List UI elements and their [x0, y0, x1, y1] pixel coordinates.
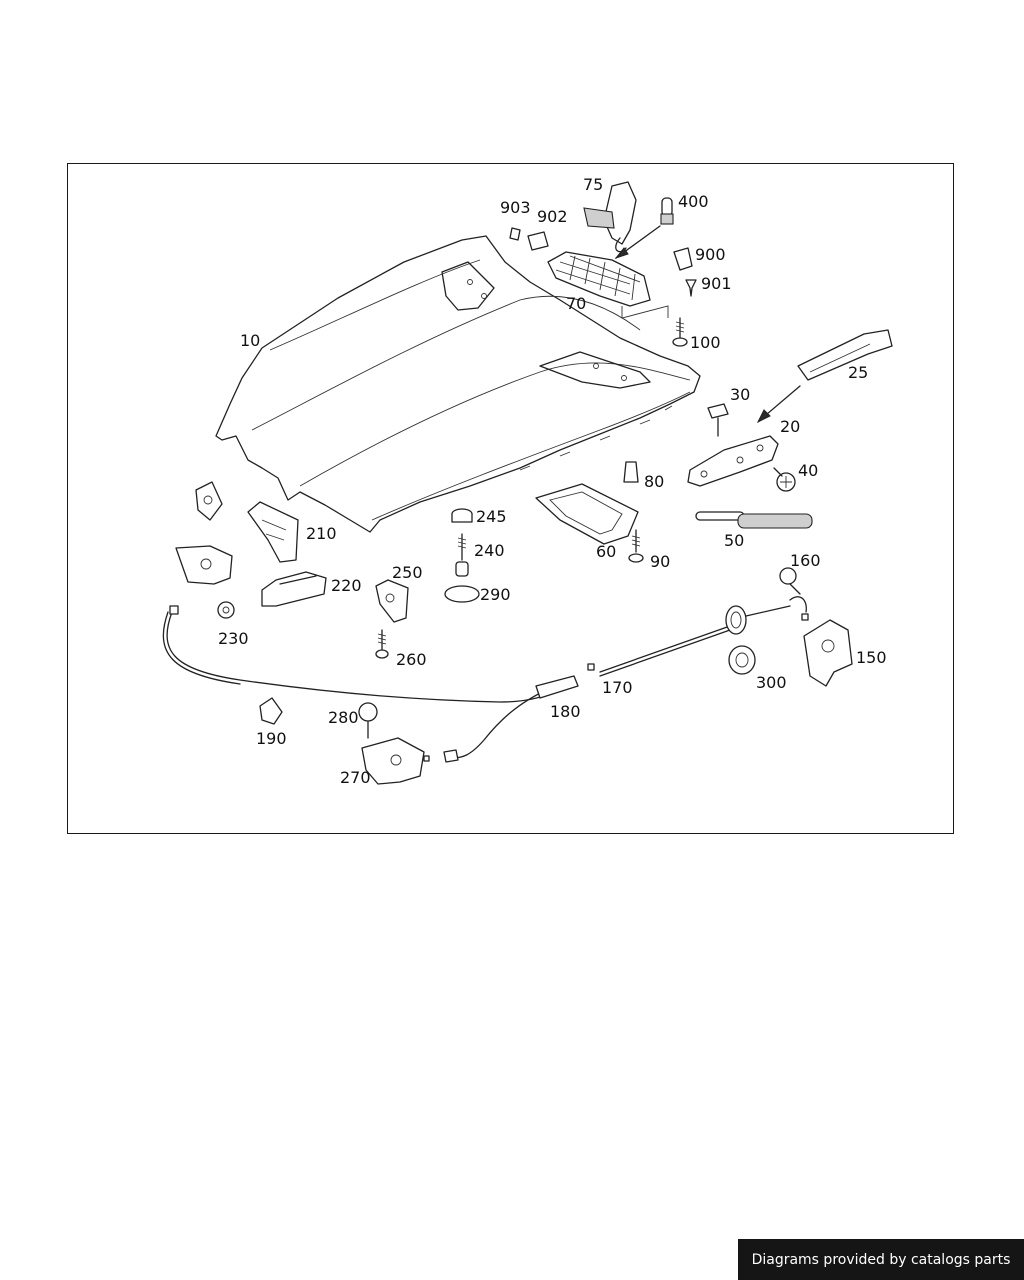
clip-part-190	[260, 698, 282, 724]
screw-part-903	[510, 228, 520, 240]
seal-part-290	[445, 586, 479, 602]
label-50: 50	[724, 531, 745, 550]
wire-part-160	[790, 597, 808, 620]
label-400: 400	[678, 192, 709, 211]
bolt-part-240	[456, 534, 468, 576]
bracket-part-220	[262, 572, 326, 606]
label-40: 40	[798, 461, 819, 480]
holder-part-902	[528, 232, 548, 250]
buffer-part-245	[452, 509, 472, 522]
label-30: 30	[730, 385, 751, 404]
lock-part-150	[804, 620, 852, 686]
label-240: 240	[474, 541, 505, 560]
grommet-part-170	[588, 606, 790, 670]
screw-part-100	[673, 318, 687, 346]
bracket-part-250	[376, 580, 408, 622]
label-25: 25	[848, 363, 869, 382]
label-250: 250	[392, 563, 423, 582]
clip-part-80	[624, 462, 638, 482]
bolt-part-230	[218, 602, 234, 618]
label-903: 903	[500, 198, 531, 217]
bracket-part-top-left	[196, 482, 222, 520]
label-300: 300	[756, 673, 787, 692]
label-190: 190	[256, 729, 287, 748]
label-901: 901	[701, 274, 732, 293]
bolt-part-30	[708, 404, 728, 436]
bolt-part-160	[780, 568, 800, 594]
credit-banner	[738, 1239, 1024, 1280]
label-280: 280	[328, 708, 359, 727]
label-245: 245	[476, 507, 507, 526]
tray-part-60	[536, 484, 638, 544]
label-20: 20	[780, 417, 801, 436]
credit-text: Diagrams provided by catalogs parts	[751, 1251, 1011, 1268]
label-10: 10	[240, 331, 261, 350]
lock-part-210	[248, 502, 298, 562]
label-260: 260	[396, 650, 427, 669]
label-210: 210	[306, 524, 337, 543]
lock-part-270	[362, 738, 458, 784]
bolt-part-280	[359, 703, 377, 738]
label-75: 75	[583, 175, 604, 194]
screw-part-901	[686, 280, 696, 296]
bulb-part-400	[661, 198, 673, 224]
label-290: 290	[480, 585, 511, 604]
label-220: 220	[331, 576, 362, 595]
label-270: 270	[340, 768, 371, 787]
label-90: 90	[650, 552, 671, 571]
strut-part-25	[758, 330, 892, 422]
label-900: 900	[695, 245, 726, 264]
hinge-part-20	[688, 436, 778, 486]
gas-spring-part-50	[696, 512, 812, 528]
screw-part-90	[629, 530, 643, 562]
cable-handle-part-180	[536, 676, 578, 698]
socket-part-900	[674, 248, 692, 270]
label-230: 230	[218, 629, 249, 648]
lock-bracket-part-left	[176, 546, 232, 584]
label-70: 70	[566, 294, 587, 313]
label-160: 160	[790, 551, 821, 570]
label-100: 100	[690, 333, 721, 352]
label-180: 180	[550, 702, 581, 721]
label-80: 80	[644, 472, 665, 491]
cap-part-300	[729, 646, 755, 674]
label-150: 150	[856, 648, 887, 667]
bolt-part-40	[774, 468, 795, 491]
label-170: 170	[602, 678, 633, 697]
label-902: 902	[537, 207, 568, 226]
label-60: 60	[596, 542, 617, 561]
bolt-part-260	[376, 630, 388, 658]
